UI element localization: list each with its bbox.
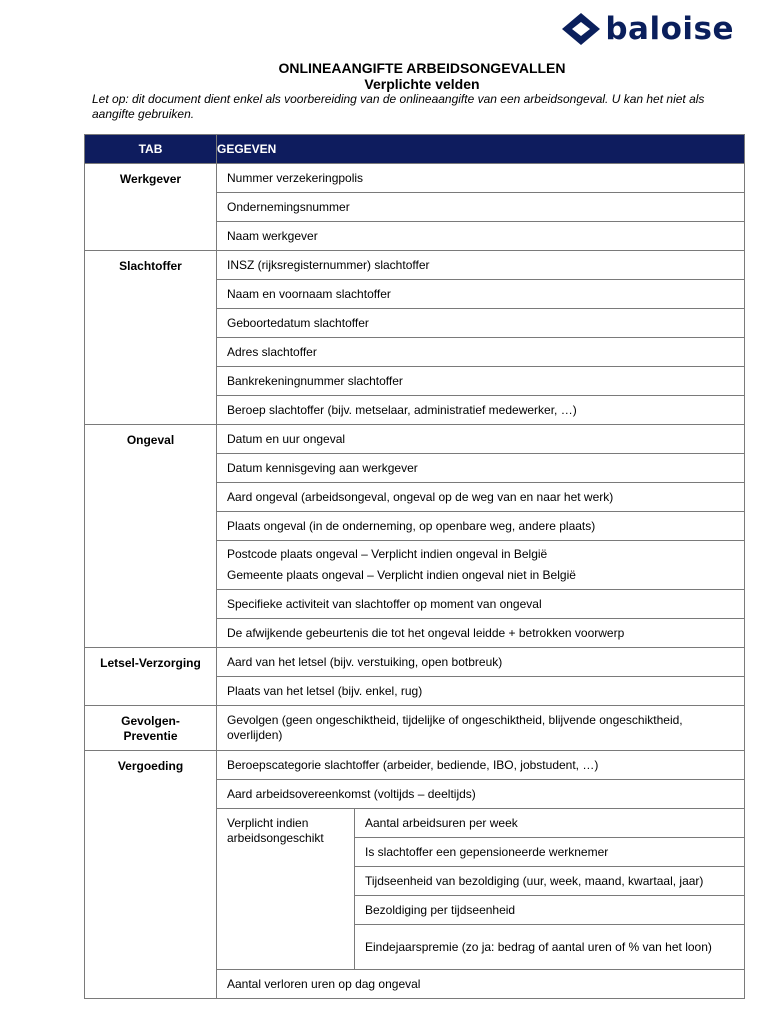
tab-letsel-verzorging: Letsel-Verzorging [85, 648, 217, 706]
nested-field-cell: Bezoldiging per tijdseenheid [355, 896, 745, 925]
field-cell: INSZ (rijksregisternummer) slachtoffer [217, 251, 745, 280]
field-cell: Aard van het letsel (bijv. verstuiking, open botbreuk) [217, 648, 745, 677]
field-cell: Bankrekeningnummer slachtoffer [217, 367, 745, 396]
field-cell: Datum en uur ongeval [217, 425, 745, 454]
nested-table [217, 809, 744, 969]
nested-field-cell: Tijdseenheid van bezoldiging (uur, week, maand, kwartaal, jaar) [355, 867, 745, 896]
required-fields-table [84, 134, 745, 999]
tab-vergoeding: Vergoeding [85, 751, 217, 999]
subtitle-line: Verplichte velden [364, 76, 480, 92]
tab-gevolgen-line2: Preventie [123, 729, 178, 743]
field-cell: Specifieke activiteit van slachtoffer op moment van ongeval [217, 590, 745, 619]
tab-werkgever: Werkgever [85, 164, 217, 251]
column-header-data: GEGEVEN [217, 135, 745, 164]
field-cell: Gevolgen (geen ongeschiktheid, tijdelijke of ongeschiktheid, blijvende ongeschiktheid, overlijden) [217, 706, 745, 751]
field-cell: Aard arbeidsovereenkomst (voltijds – deeltijds) [217, 780, 745, 809]
table-row [85, 751, 745, 780]
field-cell: Beroep slachtoffer (bijv. metselaar, administratief medewerker, …) [217, 396, 745, 425]
column-header-tab: TAB [85, 135, 217, 164]
nested-section [217, 809, 745, 970]
nested-label: Verplicht indien arbeidsongeschikt [217, 809, 355, 969]
disclaimer-note: Let op: dit document dient enkel als voorbereiding van de onlineaangifte van een arbeidsongeval. U kan het niet als aangifte gebruiken. [92, 92, 705, 121]
tab-ongeval: Ongeval [85, 425, 217, 648]
table-row [85, 164, 745, 193]
brand-logo [561, 12, 734, 46]
gemeente-line: Gemeente plaats ongeval – Verplicht indien ongeval niet in België [227, 568, 576, 582]
title-line: ONLINEAANGIFTE ARBEIDSONGEVALLEN [278, 60, 566, 76]
field-cell: Plaats ongeval (in de onderneming, op openbare weg, andere plaats) [217, 512, 745, 541]
field-cell: Naam werkgever [217, 222, 745, 251]
field-cell: De afwijkende gebeurtenis die tot het ongeval leidde + betrokken voorwerp [217, 619, 745, 648]
nested-field-cell: Aantal arbeidsuren per week [355, 809, 745, 838]
field-cell: Naam en voornaam slachtoffer [217, 280, 745, 309]
table-row [85, 706, 745, 751]
nested-field-cell: Eindejaarspremie (zo ja: bedrag of aantal uren of % van het loon) [365, 939, 712, 954]
table-header-row [85, 135, 745, 164]
field-cell: Aard ongeval (arbeidsongeval, ongeval op de weg van en naar het werk) [217, 483, 745, 512]
tab-slachtoffer: Slachtoffer [85, 251, 217, 425]
document-title [84, 60, 760, 92]
nested-field-cell: Is slachtoffer een gepensioneerde werknemer [355, 838, 745, 867]
tab-gevolgen-line1: Gevolgen- [121, 714, 180, 728]
field-cell: Datum kennisgeving aan werkgever [217, 454, 745, 483]
table-row [85, 251, 745, 280]
table-row [85, 648, 745, 677]
postcode-line: Postcode plaats ongeval – Verplicht indien ongeval in België [227, 547, 548, 561]
field-cell: Aantal verloren uren op dag ongeval [217, 970, 745, 999]
tab-gevolgen-preventie [85, 706, 217, 751]
baloise-diamond-logo-icon [561, 12, 601, 46]
nested-row [217, 809, 744, 838]
brand-name: baloise [605, 10, 734, 47]
field-cell: Nummer verzekeringpolis [217, 164, 745, 193]
field-cell: Plaats van het letsel (bijv. enkel, rug) [217, 677, 745, 706]
field-cell: Ondernemingsnummer [217, 193, 745, 222]
field-cell-postcode [217, 541, 745, 590]
field-cell: Adres slachtoffer [217, 338, 745, 367]
field-cell: Beroepscategorie slachtoffer (arbeider, bediende, IBO, jobstudent, …) [217, 751, 745, 780]
table-row [85, 425, 745, 454]
field-cell: Geboortedatum slachtoffer [217, 309, 745, 338]
